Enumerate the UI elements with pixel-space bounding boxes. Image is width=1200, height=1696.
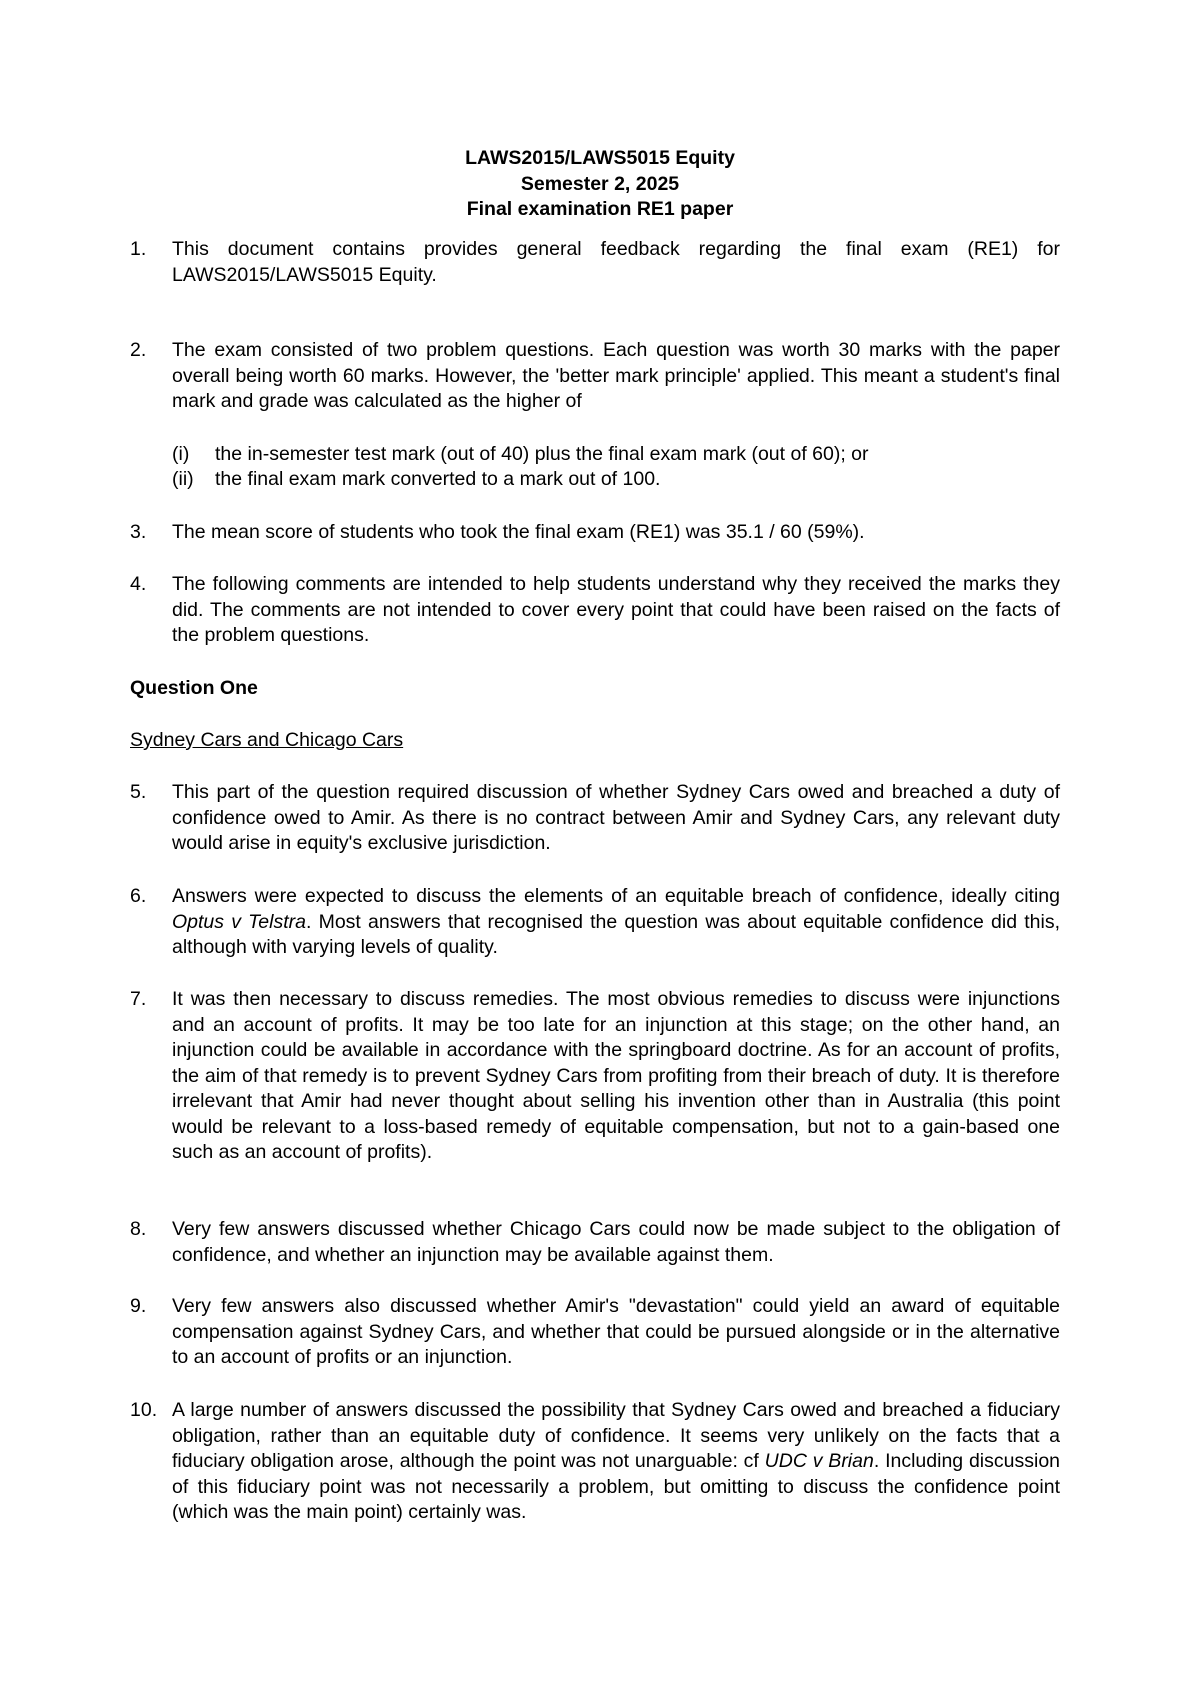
- paragraph-text-part: A large number of answers discussed the possibility that Sydney Cars owed and breached a fiduciary obligation, rather than an equitable duty of confidence. It seems very unlikely on the facts that a fiduciary obligation arose, although the point was not unarguable: cf: [172, 1399, 1060, 1472]
- case-citation: Optus v Telstra: [172, 910, 306, 933]
- paragraph-text: The following comments are intended to help students understand why they received the marks they did. The comments are not intended to cover every point that could have been raised on the facts of the problem questions.: [172, 573, 1060, 646]
- paragraph-number: 9.: [130, 1295, 147, 1317]
- semester-title: Semester 2, 2025: [520, 172, 680, 195]
- paragraph-text: Very few answers discussed whether Chicago Cars could now be made subject to the obligation of confidence, and whether an injunction may be available against them.: [172, 1218, 1060, 1266]
- paragraph-number: 2.: [130, 339, 147, 361]
- paragraph-9: [130, 1294, 1060, 1371]
- paragraph-text-part: . Including discussion of this fiduciary point was not necessarily a problem, but omitting to discuss the confidence point (which was the main point) certainly was.: [172, 1450, 1061, 1523]
- paragraph-number: 3.: [130, 521, 147, 543]
- sub-item-i: [172, 442, 1060, 468]
- paragraph-number: 5.: [130, 781, 147, 803]
- paragraph-1: [130, 237, 1060, 288]
- paragraph-3: [130, 520, 1060, 546]
- paragraph-number: 1.: [130, 238, 147, 260]
- paragraph-text: [172, 884, 1060, 961]
- paragraph-4: [130, 572, 1060, 649]
- paragraph-text: The exam consisted of two problem questions. Each question was worth 30 marks with the paper overall being worth 60 marks. However, the 'better mark principle' applied. This meant a student's final mark and grade was calculated as the higher of: [172, 339, 1060, 412]
- course-title: LAWS2015/LAWS5015 Equity: [465, 147, 735, 169]
- paragraph-number: 10.: [130, 1399, 158, 1421]
- paragraph-text: It was then necessary to discuss remedies. The most obvious remedies to discuss were injunctions and an account of profits. It may be too late for an injunction at this stage; on the other hand, an injunction could be available in accordance with the springboard doctrine. As for an account of profits, the aim of that remedy is to prevent Sydney Cars from profiting from their breach of duty. It is therefore irrelevant that Amir had never thought about selling his invention other than in Australia (this point would be relevant to a loss-based remedy of equitable compensation, but not to a gain-based one such as an account of profits).: [172, 988, 1060, 1163]
- paragraph-7: [130, 987, 1060, 1166]
- paragraph-text: The mean score of students who took the final exam (RE1) was 35.1 / 60 (59%).: [172, 521, 865, 543]
- sub-item-text: the final exam mark converted to a mark out of 100.: [215, 468, 661, 490]
- paragraph-text: [172, 1398, 1060, 1526]
- sub-item-number: (ii): [172, 468, 194, 490]
- paragraph-10: [130, 1398, 1060, 1526]
- document-title-block: [0, 146, 1200, 223]
- paragraph-text: This part of the question required discussion of whether Sydney Cars owed and breached a duty of confidence owed to Amir. As there is no contract between Amir and Sydney Cars, any relevant duty would arise in equity's exclusive jurisdiction.: [172, 781, 1060, 854]
- question-heading: Question One: [130, 677, 258, 699]
- paragraph-number: 4.: [130, 573, 147, 595]
- section-heading: Sydney Cars and Chicago Cars: [130, 729, 404, 751]
- sub-item-ii: [172, 467, 1060, 493]
- paragraph-number: 8.: [130, 1218, 147, 1240]
- sub-item-text: the in-semester test mark (out of 40) plus the final exam mark (out of 60); or: [215, 443, 869, 465]
- case-citation: UDC v Brian: [764, 1450, 874, 1472]
- paper-title: Final examination RE1 paper: [466, 198, 734, 220]
- sub-item-number: (i): [172, 443, 190, 465]
- paragraph-2: [130, 338, 1060, 415]
- paragraph-text: This document contains provides general feedback regarding the final exam (RE1) for LAWS2015/LAWS5015 Equity.: [172, 238, 1060, 286]
- paragraph-text: Very few answers also discussed whether Amir's "devastation" could yield an award of equitable compensation against Sydney Cars, and whether that could be pursued alongside or in the alternative to an account of profits or an injunction.: [172, 1295, 1060, 1368]
- paragraph-6: [130, 884, 1060, 961]
- paragraph-8: [130, 1217, 1060, 1268]
- paragraph-5: [130, 780, 1060, 857]
- paragraph-text-part: Answers were expected to discuss the elements of an equitable breach of confidence, ideally citing: [172, 885, 1060, 907]
- paragraph-number: 6.: [130, 885, 147, 907]
- paragraph-text-part: . Most answers that recognised the question was about equitable confidence did this, although with varying levels of quality.: [172, 910, 1060, 958]
- paragraph-number: 7.: [130, 988, 147, 1010]
